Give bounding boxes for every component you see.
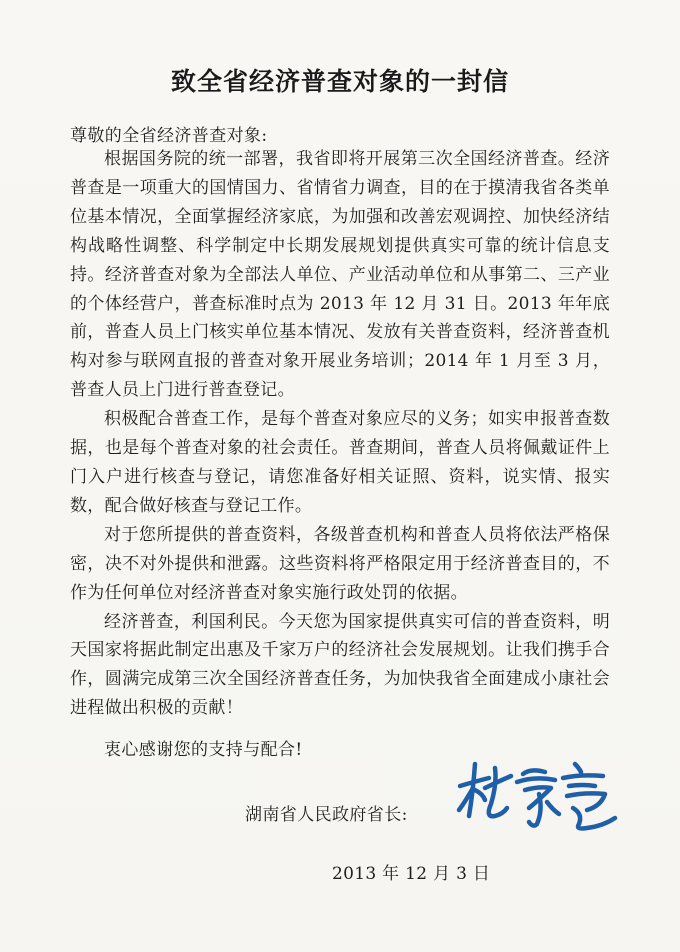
salutation: 尊敬的全省经济普查对象: [70,126,268,146]
handwritten-signature [455,758,620,838]
paragraph-1: 根据国务院的统一部署，我省即将开展第三次全国经济普查。经济普查是一项重大的国情国力、省情省力调查，目的在于摸清我省各类单位基本情况，全面掌握经济家底，为加强和改善宏观调控、加快经济结构战略性调整、科学制定中长期发展规划提供真实可靠的统计信息支持。经济普查对象为全部法人单位、产业活动单位和从事第二、三产业的个体经营户，普查标准时点为 2013 年 12 月 31 日。2013 年年底前，普查人员上门核实单位基本情况、发放有关普查资料，经济普查机构对参与联网直报的普查对象开展业务培训；2014 年 1 月至 3 月，普查人员上门进行普查登记。 [70,149,610,401]
letter-title: 致全省经济普查对象的一封信 [170,67,509,96]
letter-date: 2013 年 12 月 3 日 [332,864,491,884]
paragraph-4: 经济普查，利国利民。今天您为国家提供真实可信的普查资料，明天国家将据此制定出惠及千家万户的经济社会发展规划。让我们携手合作，圆满完成第三次全国经济普查任务，为加快我省全面建成小康社会进程做出积极的贡献！ [70,611,610,719]
closing-line: 衷心感谢您的支持与配合! [104,740,303,760]
paragraph-3: 对于您所提供的普查资料，各级普查机构和普查人员将依法严格保密，决不对外提供和泄露。这些资料将严格限定用于经济普查目的，不作为任何单位对经济普查对象实施行政处罚的依据。 [70,524,610,603]
signer-title: 湖南省人民政府省长: [245,805,408,825]
letter-body [70,145,610,723]
paragraph-2: 积极配合普查工作，是每个普查对象应尽的义务；如实申报普查数据，也是每个普查对象的社会责任。普查期间，普查人员将佩戴证件上门入户进行核查与登记，请您准备好相关证照、资料，说实情、报实数，配合做好核查与登记工作。 [70,409,610,516]
